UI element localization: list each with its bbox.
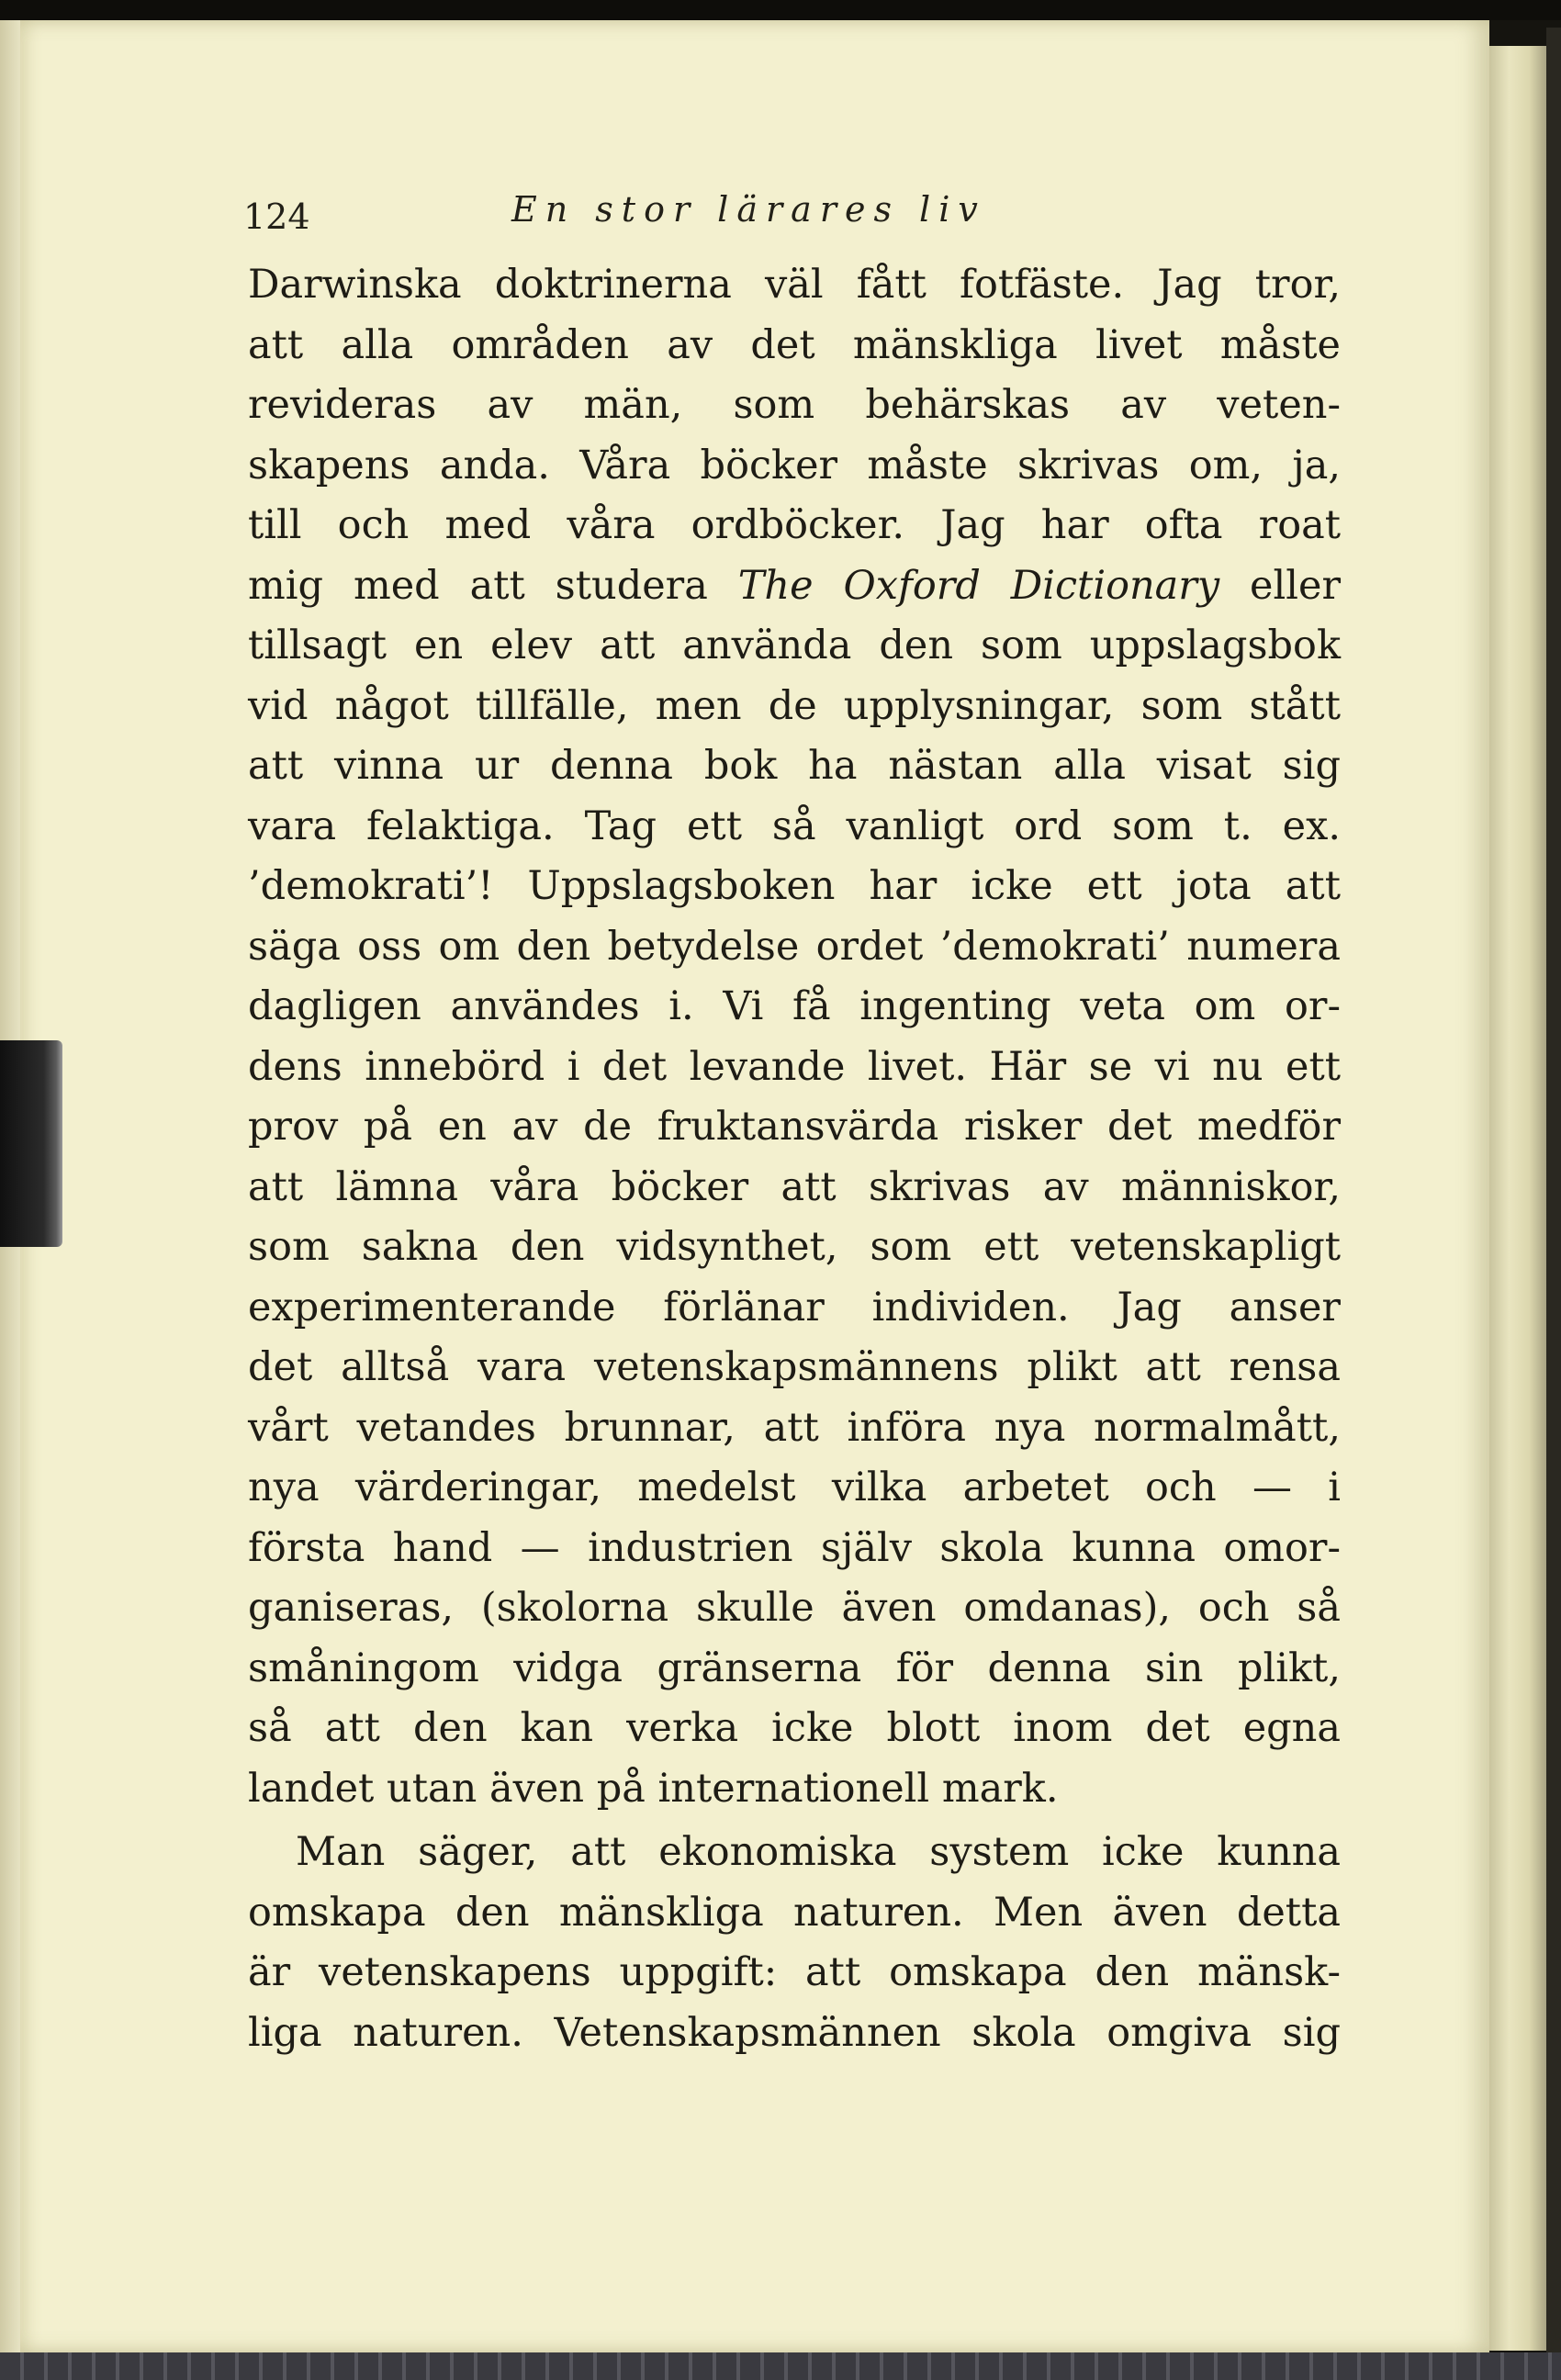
text-line: till och med våra ordböcker. Jag har ofta roat [248,502,1341,548]
text-line: vårt vetandes brunnar, att införa nya normalmått, [248,1404,1341,1451]
text-line: det alltså vara vetenskapsmännens plikt att rensa [248,1344,1341,1390]
text-line: ’demokrati’! Uppslagsboken har icke ett jota att [248,863,1341,909]
text-line: tillsagt en elev att använda den som uppslagsbok [248,623,1341,668]
text-line: första hand — industrien själv skola kunna omor- [248,1524,1341,1571]
text-line: vara felaktiga. Tag ett så vanligt ord som t. ex. [248,803,1341,849]
text-line: revideras av män, som behärskas av veten- [248,382,1341,428]
text-line: att lämna våra böcker att skrivas av människor, [248,1163,1341,1210]
text-line: att alla områden av det mänskliga livet måste [248,321,1341,368]
text-line: ganiseras, (skolorna skulle även omdanas), och så [248,1585,1341,1631]
page-number: 124 [243,196,310,237]
text-line [248,556,1341,617]
text-line: prov på en av de fruktansvärda risker det medför [248,1104,1341,1150]
text-line: dagligen användes i. Vi få ingenting veta om or- [248,983,1341,1029]
text-line: experimenterande förlänar individen. Jag anser [248,1284,1341,1330]
text-line: så att den kan verka icke blott inom det egna [248,1705,1341,1751]
text-line: nya värderingar, medelst vilka arbetet och — i [248,1465,1341,1510]
paragraph [248,255,1341,1819]
text-line: Darwinska doktrinerna väl fått fotfäste. Jag tror, [248,262,1341,308]
text-line: dens innebörd i det levande livet. Här se vi nu ett [248,1043,1341,1090]
text-run: mig med att studera [248,562,738,609]
text-line: omskapa den mänskliga naturen. Men även detta [248,1889,1341,1936]
text-line: att vinna ur denna bok ha nästan alla visat sig [248,743,1341,789]
scan-top-edge [0,0,1561,20]
paragraph [248,1823,1341,2063]
text-line: landet utan även på internationell mark. [248,1765,1059,1812]
text-line: som sakna den vidsynthet, som ett vetenskapligt [248,1224,1341,1270]
book-title: The Oxford Dictionary [737,562,1220,609]
page-header [243,189,1437,244]
text-line: är vetenskapens uppgift: att omskapa den mänsk- [248,1949,1341,1995]
text-line: liga naturen. Vetenskapsmännen skola omgiva sig [248,2009,1341,2056]
text-line: vid något tillfälle, men de upplysningar, som stått [248,682,1341,729]
scan-bottom-edge [0,2352,1561,2380]
page-stack-edge [1489,46,1546,2351]
page-clip [0,1040,62,1247]
text-run: eller [1219,562,1341,609]
text-line: skapens anda. Våra böcker måste skrivas om, ja, [248,442,1341,488]
running-title: En stor lärares liv [511,189,986,230]
scan-right-edge [1546,28,1561,2360]
text-line: säga oss om den betydelse ordet ’demokrati’ numera [248,923,1341,970]
text-line: Man säger, att ekonomiska system icke kunna [296,1829,1341,1875]
text-line: småningom vidga gränserna för denna sin plikt, [248,1645,1341,1691]
body-text [248,255,1341,2063]
